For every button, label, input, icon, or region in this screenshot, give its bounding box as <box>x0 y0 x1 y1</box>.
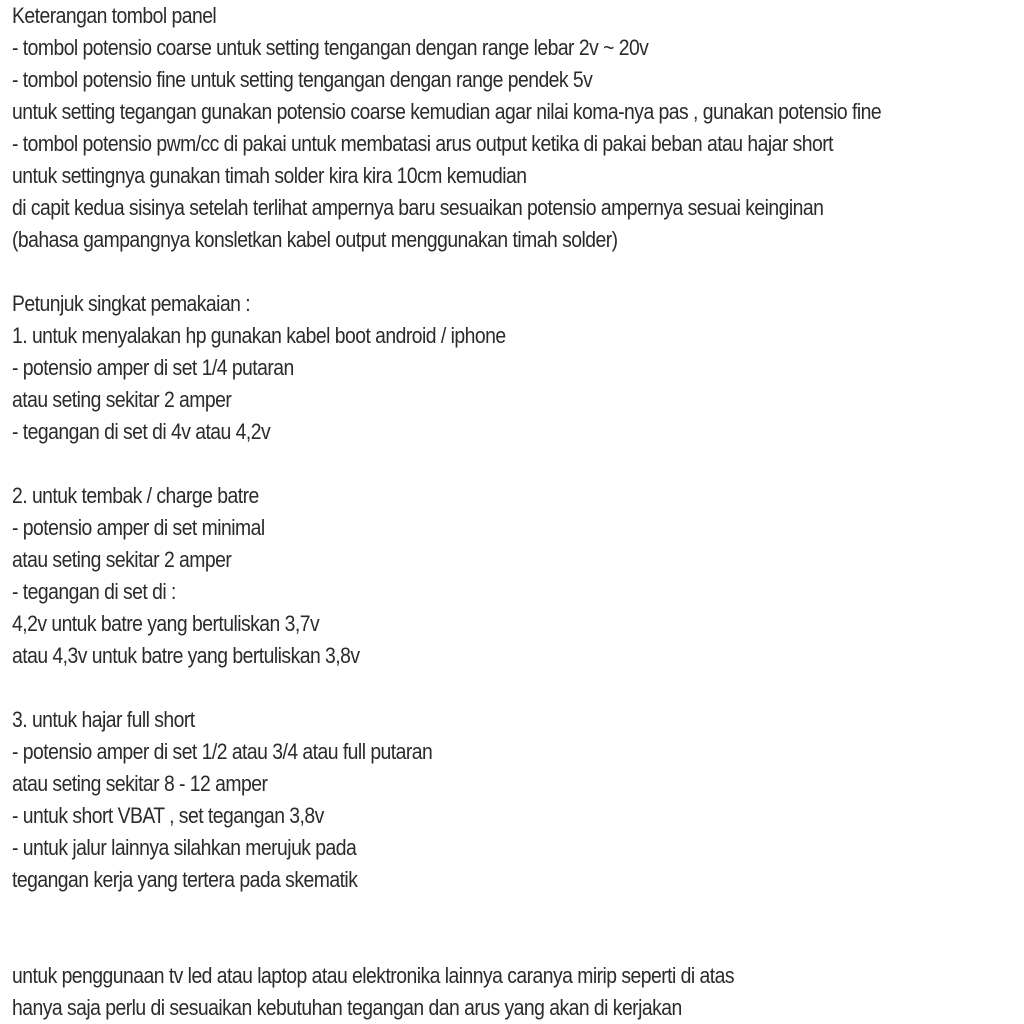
panel-line: untuk settingnya gunakan timah solder kira kira 10cm kemudian <box>12 163 527 188</box>
panel-line: (bahasa gampangnya konsletkan kabel output menggunakan timah solder) <box>12 227 618 252</box>
panel-line: - tombol potensio fine untuk setting tengangan dengan range pendek 5v <box>12 67 593 92</box>
spacer <box>12 448 899 480</box>
step2-line: - potensio amper di set minimal <box>12 515 265 540</box>
panel-line: - tombol potensio pwm/cc di pakai untuk membatasi arus output ketika di pakai beban atau hajar short <box>12 131 834 156</box>
panel-line: untuk setting tegangan gunakan potensio coarse kemudian agar nilai koma-nya pas , gunakan potensio fine <box>12 99 882 124</box>
step3-line: - untuk jalur lainnya silahkan merujuk pada <box>12 835 357 860</box>
spacer <box>12 672 899 704</box>
instruction-text <box>12 0 899 1024</box>
panel-line: di capit kedua sisinya setelah terlihat ampernya baru sesuaikan potensio ampernya sesuai keinginan <box>12 195 824 220</box>
step1-line: - potensio amper di set 1/4 putaran <box>12 355 294 380</box>
step2-line: atau seting sekitar 2 amper <box>12 547 232 572</box>
step2-line: atau 4,3v untuk batre yang bertuliskan 3,8v <box>12 643 360 668</box>
spacer <box>12 896 899 960</box>
step1-line: 1. untuk menyalakan hp gunakan kabel boot android / iphone <box>12 323 506 348</box>
closing-line: hanya saja perlu di sesuaikan kebutuhan tegangan dan arus yang akan di kerjakan <box>12 995 682 1020</box>
step1-line: atau seting sekitar 2 amper <box>12 387 232 412</box>
step3-line: - potensio amper di set 1/2 atau 3/4 atau full putaran <box>12 739 433 764</box>
step2-line: 2. untuk tembak / charge batre <box>12 483 259 508</box>
step2-line: 4,2v untuk batre yang bertuliskan 3,7v <box>12 611 320 636</box>
usage-section-title: Petunjuk singkat pemakaian : <box>12 291 251 316</box>
step3-line: - untuk short VBAT , set tegangan 3,8v <box>12 803 324 828</box>
step3-line: atau seting sekitar 8 - 12 amper <box>12 771 268 796</box>
step2-line: - tegangan di set di : <box>12 579 176 604</box>
spacer <box>12 256 899 288</box>
panel-line: - tombol potensio coarse untuk setting tengangan dengan range lebar 2v ~ 20v <box>12 35 649 60</box>
step3-line: 3. untuk hajar full short <box>12 707 195 732</box>
step1-line: - tegangan di set di 4v atau 4,2v <box>12 419 271 444</box>
panel-section-title: Keterangan tombol panel <box>12 3 217 28</box>
step3-line: tegangan kerja yang tertera pada skematik <box>12 867 358 892</box>
closing-line: untuk penggunaan tv led atau laptop atau elektronika lainnya caranya mirip seperti di atas <box>12 963 735 988</box>
